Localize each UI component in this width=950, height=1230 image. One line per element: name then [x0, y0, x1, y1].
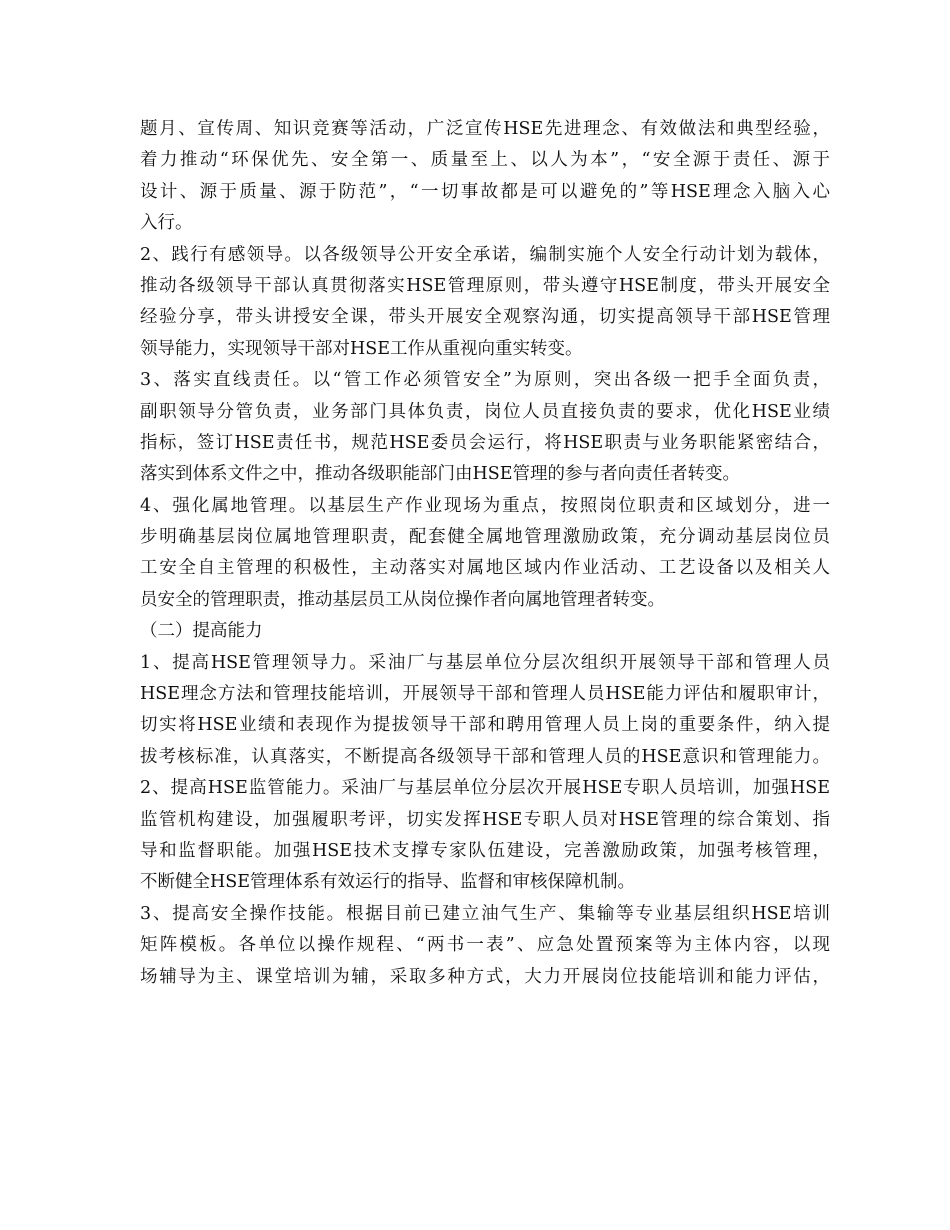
- text-line: 1、提高HSE管理领导力。采油厂与基层单位分层次组织开展领导干部和管理人员: [140, 652, 830, 673]
- text-line: 题月、宣传周、知识竞赛等活动，广泛宣传HSE先进理念、有效做法和典型经验，: [140, 119, 830, 139]
- text-line: 落实到体系文件之中，推动各级职能部门由HSE管理的参与者向责任者转变。: [140, 464, 741, 485]
- text-line: 拔考核标准，认真落实，不断提高各级领导干部和管理人员的HSE意识和管理能力。: [140, 746, 830, 767]
- document-body: [140, 114, 830, 993]
- text-line: 设计、源于质量、源于防范”，“一切事故都是可以避免的”等HSE理念入脑入心: [140, 181, 830, 202]
- text-line: 着力推动“环保优先、安全第一、质量至上、以人为本”，“安全源于责任、源于: [140, 150, 830, 171]
- text-line: 2、践行有感领导。以各级领导公开安全承诺，编制实施个人安全行动计划为载体，: [140, 244, 830, 265]
- text-line: 场辅导为主、课堂培训为辅，采取多种方式，大力开展岗位技能培训和能力评估，: [140, 966, 830, 987]
- text-line: 导和监督职能。加强HSE技术支撑专家队伍建设，完善激励政策，加强考核管理，: [140, 840, 830, 861]
- text-line: 3、提高安全操作技能。根据目前已建立油气生产、集输等专业基层组织HSE培训: [140, 903, 830, 924]
- text-line: 员安全的管理职责，推动基层员工从岗位操作者向属地管理者转变。: [140, 589, 665, 610]
- text-line: 2、提高HSE监管能力。采油厂与基层单位分层次开展HSE专职人员培训，加强HSE: [140, 778, 830, 799]
- text-line: 监管机构建设，加强履职考评，切实发挥HSE专职人员对HSE管理的综合策划、指: [140, 809, 830, 830]
- text-line: 工安全自主管理的积极性，主动落实对属地区域内作业活动、工艺设备以及相关人: [140, 558, 830, 579]
- text-line: 领导能力，实现领导干部对HSE工作从重视向重实转变。: [140, 338, 583, 359]
- text-line: 矩阵模板。各单位以操作规程、“两书一表”、应急处置预案等为主体内容，以现: [140, 935, 830, 956]
- text-line: 步明确基层岗位属地管理职责，配套健全属地管理激励政策，充分调动基层岗位员: [140, 527, 830, 548]
- section-heading: （二）提高能力: [140, 621, 263, 642]
- text-line: 切实将HSE业绩和表现作为提拔领导干部和聘用管理人员上岗的重要条件，纳入提: [140, 715, 830, 736]
- text-line: 入行。: [140, 213, 193, 234]
- text-line: 副职领导分管负责，业务部门具体负责，岗位人员直接负责的要求，优化HSE业绩: [140, 401, 830, 422]
- text-line: 经验分享，带头讲授安全课，带头开展安全观察沟通，切实提高领导干部HSE管理: [140, 307, 830, 328]
- text-line: 4、强化属地管理。以基层生产作业现场为重点，按照岗位职责和区域划分，进一: [140, 495, 830, 516]
- text-line: 不断健全HSE管理体系有效运行的指导、监督和审核保障机制。: [140, 872, 636, 893]
- text-line: 推动各级领导干部认真贯彻落实HSE管理原则，带头遵守HSE制度，带头开展安全: [140, 275, 830, 296]
- text-line: 3、落实直线责任。以“管工作必须管安全”为原则，突出各级一把手全面负责，: [140, 370, 830, 391]
- text-line: 指标，签订HSE责任书，规范HSE委员会运行，将HSE职责与业务职能紧密结合，: [140, 432, 830, 453]
- text-line: HSE理念方法和管理技能培训，开展领导干部和管理人员HSE能力评估和履职审计，: [140, 684, 830, 705]
